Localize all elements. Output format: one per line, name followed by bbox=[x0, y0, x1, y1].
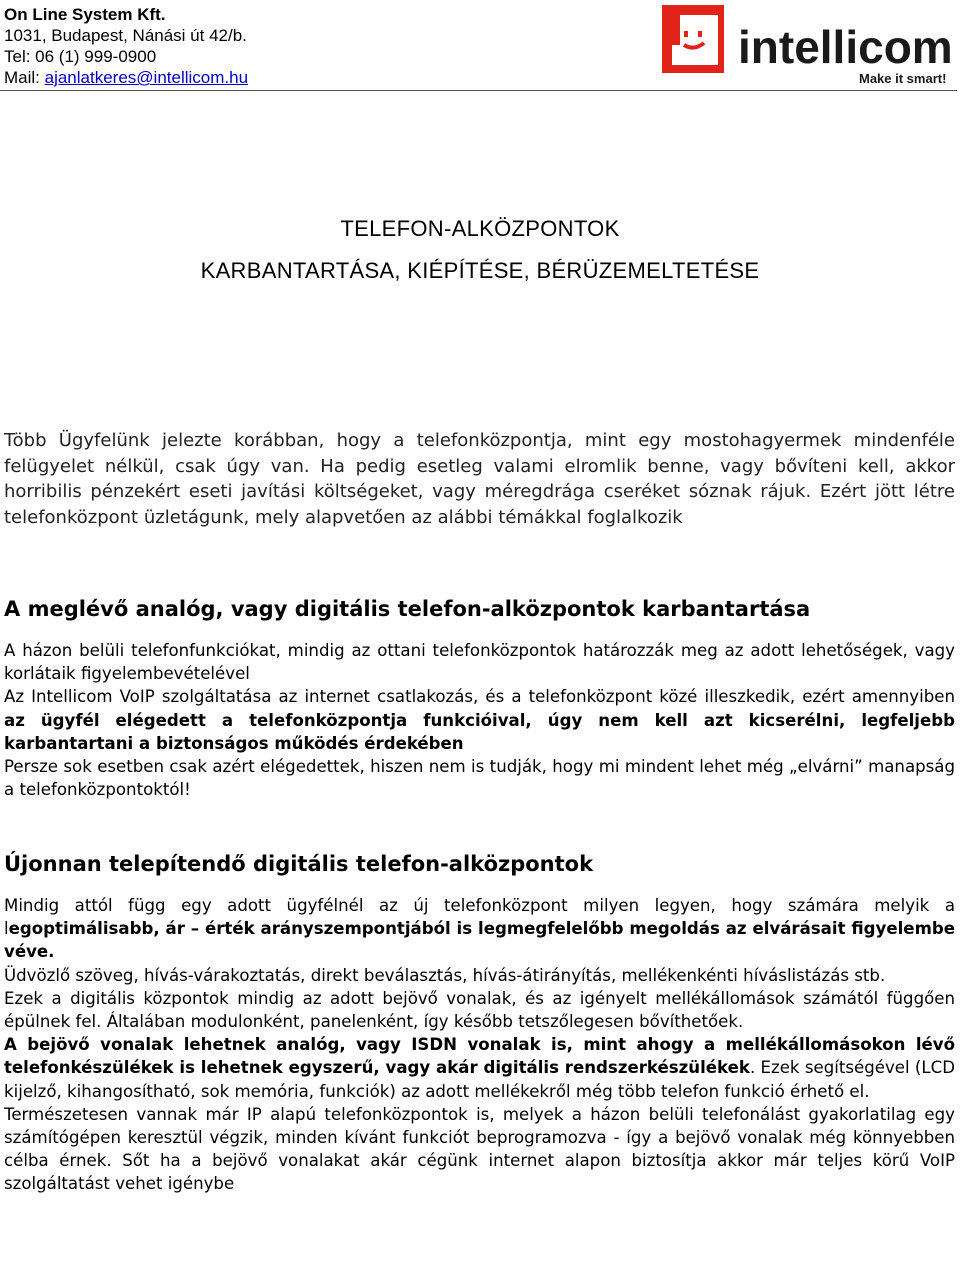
paragraph bbox=[4, 685, 955, 755]
paragraph: A házon belüli telefonfunkciókat, mindig az ottani telefonközpontok határozzák meg az adott lehetőségek, vagy korlátaik figyelembevételével bbox=[4, 641, 955, 684]
document-title-line1: TELEFON-ALKÖZPONTOK bbox=[340, 216, 620, 241]
section-new-install-body bbox=[4, 894, 955, 1196]
company-name: On Line System Kft. bbox=[4, 5, 166, 24]
section-heading-new-install: Újonnan telepítendő digitális telefon-alközpontok bbox=[4, 852, 594, 876]
logo-tagline: Make it smart! bbox=[859, 71, 947, 86]
document-title-line2: KARBANTARTÁSA, KIÉPÍTÉSE, BÉRÜZEMELTETÉSE bbox=[200, 258, 760, 283]
company-address: 1031, Budapest, Nánási út 42/b. bbox=[4, 26, 247, 45]
section-maintenance-body bbox=[4, 639, 955, 801]
paragraph: Természetesen vannak már IP alapú telefonközpontok is, melyek a házon belüli telefonálást gyakorlatilag egy számítógépen keresztül végzik, minden kívánt funkciót beprogramozva - így a bejövő vonalak még könnyebben célba érnek. Sőt ha a bejövő vonalakat akár cégünk internet alapon biztosítja akkor már teljes körű VoIP szolgáltatást vehet igénybe bbox=[4, 1104, 955, 1194]
company-header bbox=[4, 4, 248, 88]
bold-text-run: A bejövő vonalak lehetnek analóg, vagy ISDN vonalak is, mint ahogy a mellékállomásokon lévő telefonkészülékek is lehetnek egyszerű, vagy akár digitális rendszerkészülékek bbox=[4, 1035, 955, 1078]
company-mail bbox=[4, 67, 248, 88]
bold-text-run: egoptimálisabb, ár – érték arányszempontjából is legmegfelelőbb megoldás az elvárásait figyelembe véve. bbox=[4, 919, 955, 962]
text-run: Az Intellicom VoIP szolgáltatása az internet csatlakozás, és a telefonközpont közé illeszkedik, ezért amennyiben bbox=[4, 687, 955, 707]
mail-label: Mail: bbox=[4, 68, 45, 87]
paragraph bbox=[4, 1033, 955, 1103]
bold-text-run: az ügyfél elégedett a telefonközpontja funkcióival, úgy nem kell azt kicserélni, legfeljebb karbantartani a biztonságos működés érdekében bbox=[4, 710, 955, 753]
mail-link[interactable]: ajanlatkeres@intellicom.hu bbox=[44, 68, 249, 87]
company-phone: Tel: 06 (1) 999-0900 bbox=[4, 47, 157, 66]
text-run: Mindig attól függ egy adott ügyfélnél az új telefonközpont milyen legyen, hogy számára melyik a l bbox=[4, 896, 955, 939]
header-divider bbox=[0, 90, 957, 91]
paragraph bbox=[4, 894, 955, 964]
text-run: . Ezek segítségével (LCD kijelző, kihangosítható, sok memória, funkciók) az adott mellékekről még több telefon funkció érhető el. bbox=[4, 1058, 956, 1101]
section-heading-maintenance: A meglévő analóg, vagy digitális telefon-alközpontok karbantartása bbox=[4, 597, 811, 621]
intellicom-logo bbox=[660, 3, 956, 87]
logo-wordmark: intellicom bbox=[738, 21, 953, 73]
paragraph: Persze sok esetben csak azért elégedettek, hiszen nem is tudják, hogy mi mindent lehet még „elvárni” manapság a telefonközpontoktól! bbox=[4, 757, 955, 800]
paragraph: Üdvözlő szöveg, hívás-várakoztatás, direkt beválasztás, hívás-átirányítás, mellékenkénti híváslistázás stb. bbox=[4, 965, 886, 985]
paragraph: Ezek a digitális központok mindig az adott bejövő vonalak, és az igényelt mellékállomások számától függően épülnek fel. Általában modulonként, panelenként, így később tetszőlegesen bővíthetőek. bbox=[4, 988, 955, 1032]
intro-paragraph: Több Ügyfelünk jelezte korábban, hogy a telefonközpontja, mint egy mostohagyermek mindenféle felügyelet nélkül, csak úgy van. Ha pedig esetleg valami elromlik benne, vagy bővíteni kell, akkor horribilis pénzekért eseti javítási költségeket, vagy méregdrága cseréket sóznak rájuk. Ezért jött létre telefonközpont üzletágunk, mely alapvetően az alábbi témákkal foglalkozik bbox=[4, 430, 955, 528]
